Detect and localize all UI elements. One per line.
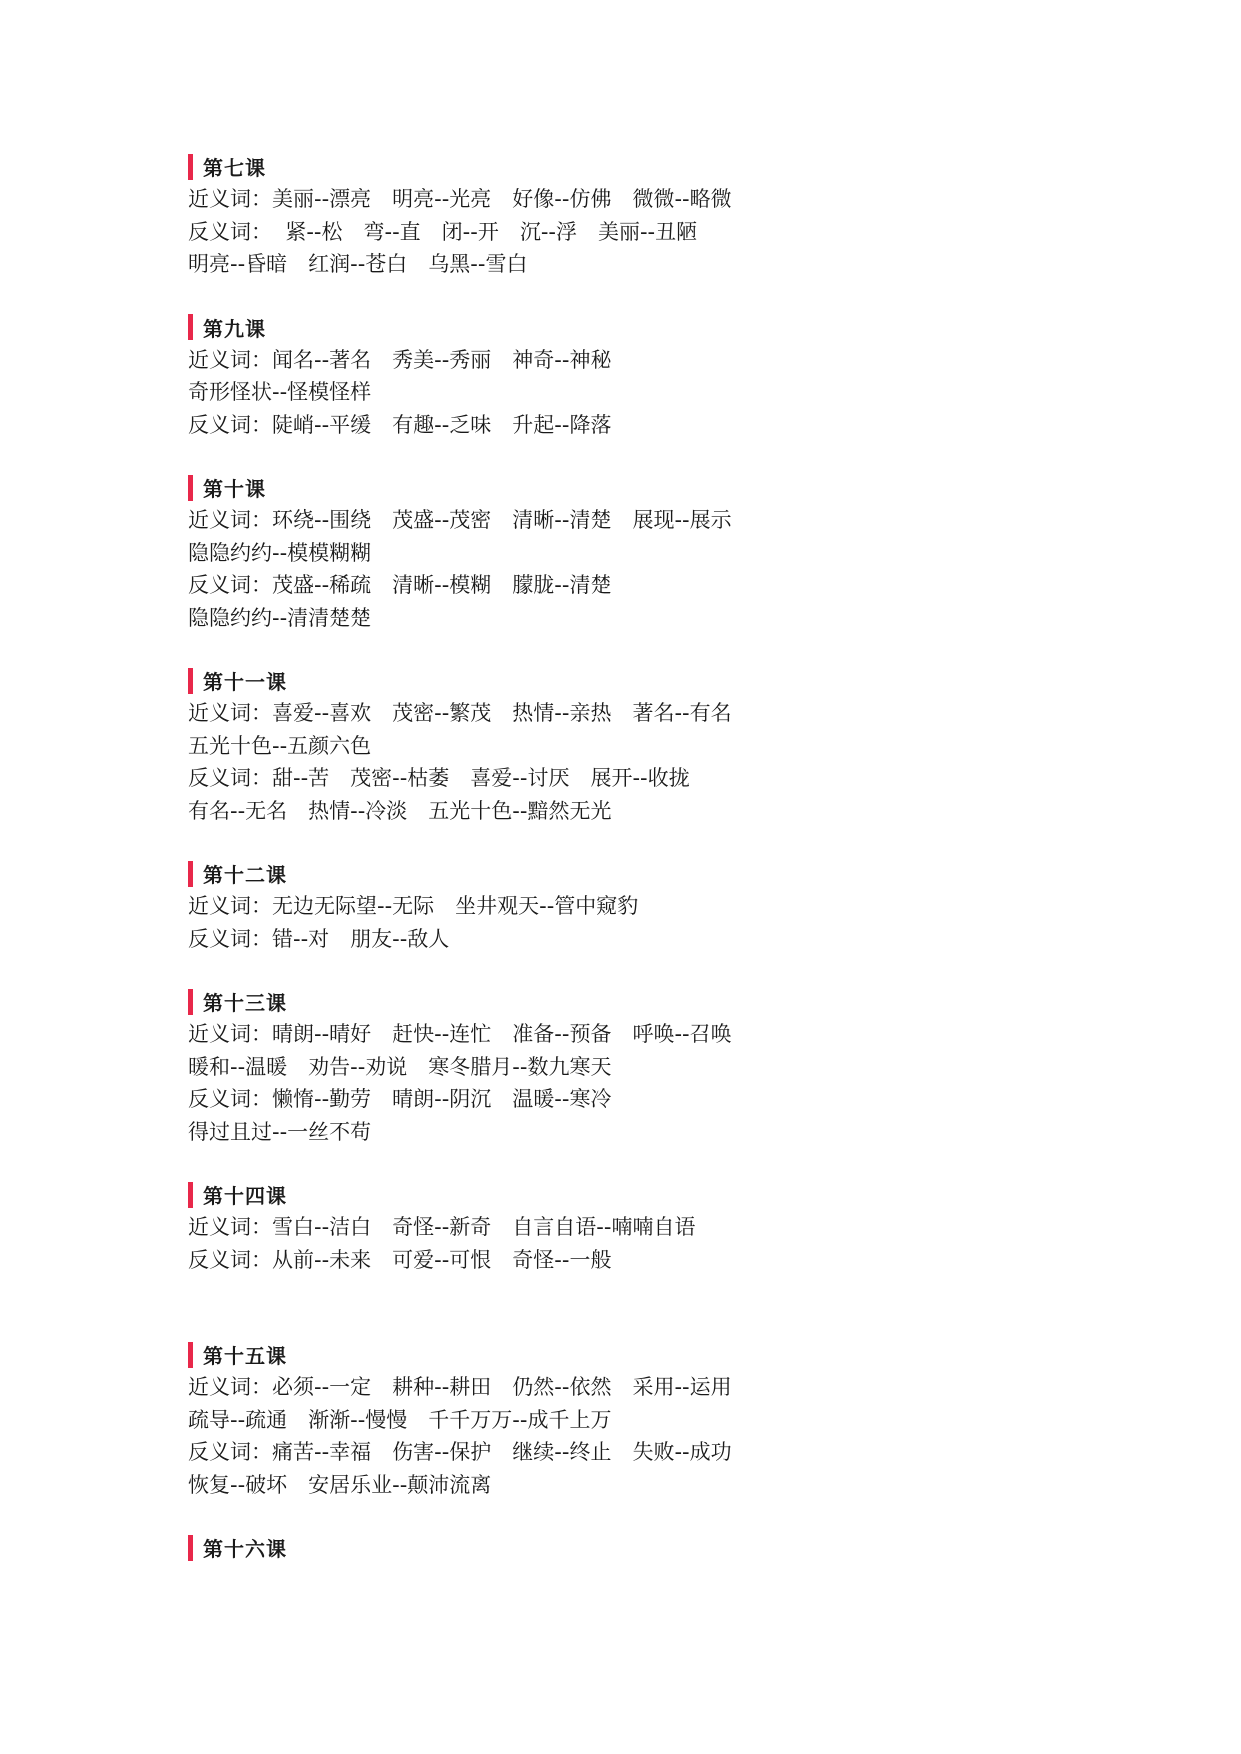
title-accent-bar xyxy=(188,1182,193,1208)
word-pair-line: 隐隐约约--模模糊糊 xyxy=(188,540,372,565)
word-pair-line: 近义词：雪白--洁白 奇怪--新奇 自言自语--喃喃自语 xyxy=(188,1215,696,1239)
lesson-title xyxy=(188,471,1088,504)
lesson-title xyxy=(188,1338,1088,1371)
lesson-title xyxy=(188,985,1088,1018)
word-pair-line: 反义词： 紧--松 弯--直 闭--开 沉--浮 美丽--丑陋 xyxy=(188,219,698,244)
lesson-section xyxy=(188,664,1088,827)
title-accent-bar xyxy=(188,861,193,887)
word-pair-line: 近义词：无边无际望--无际 坐井观天--管中窥豹 xyxy=(188,894,639,918)
lesson-title xyxy=(188,1178,1088,1211)
word-pair-line: 反义词：懒惰--勤劳 晴朗--阴沉 温暖--寒冷 xyxy=(188,1087,612,1111)
title-accent-bar xyxy=(188,475,193,501)
lesson-title xyxy=(188,150,1088,183)
lesson-section xyxy=(188,1178,1088,1276)
word-pair-line: 疏导--疏通 渐渐--慢慢 千千万万--成千上万 xyxy=(188,1407,612,1432)
lesson-section xyxy=(188,150,1088,281)
word-pair-line: 五光十色--五颜六色 xyxy=(188,733,372,758)
lesson-section xyxy=(188,985,1088,1148)
word-pair-line: 有名--无名 热情--冷淡 五光十色--黯然无光 xyxy=(188,798,612,823)
lesson-title-text: 第十三课 xyxy=(203,991,287,1015)
word-pair-line: 反义词：茂盛--稀疏 清晰--模糊 朦胧--清楚 xyxy=(188,573,612,597)
word-pair-line: 近义词：晴朗--晴好 赶快--连忙 准备--预备 呼唤--召唤 xyxy=(188,1022,732,1046)
word-pair-line: 近义词：喜爱--喜欢 茂密--繁茂 热情--亲热 著名--有名 xyxy=(188,701,732,725)
lesson-title-text: 第十二课 xyxy=(203,863,287,887)
lesson-title-text: 第十六课 xyxy=(203,1537,287,1561)
title-accent-bar xyxy=(188,314,193,340)
word-pair-line: 反义词：痛苦--幸福 伤害--保护 继续--终止 失败--成功 xyxy=(188,1440,732,1464)
lesson-title xyxy=(188,664,1088,697)
lesson-title-text: 第七课 xyxy=(203,156,266,180)
title-accent-bar xyxy=(188,154,193,180)
lesson-section xyxy=(188,1531,1088,1564)
lesson-title-text: 第九课 xyxy=(203,316,266,341)
word-pair-line: 反义词：陡峭--平缓 有趣--乏味 升起--降落 xyxy=(188,412,612,437)
lesson-title-text: 第十五课 xyxy=(203,1344,287,1368)
word-pair-line: 暖和--温暖 劝告--劝说 寒冬腊月--数九寒天 xyxy=(188,1054,612,1079)
lesson-title-text: 第十课 xyxy=(203,477,266,501)
word-pair-line: 近义词：闻名--著名 秀美--秀丽 神奇--神秘 xyxy=(188,347,612,372)
word-pair-line: 反义词：甜--苦 茂密--枯萎 喜爱--讨厌 展开--收拢 xyxy=(188,766,690,790)
title-accent-bar xyxy=(188,1342,193,1368)
word-pair-line: 近义词：环绕--围绕 茂盛--茂密 清晰--清楚 展现--展示 xyxy=(188,508,732,532)
lesson-section xyxy=(188,1338,1088,1501)
word-pair-line: 得过且过--一丝不苟 xyxy=(188,1119,372,1144)
word-pair-line: 奇形怪状--怪模怪样 xyxy=(188,380,372,404)
title-accent-bar xyxy=(188,668,193,694)
word-pair-line: 隐隐约约--清清楚楚 xyxy=(188,605,372,630)
lesson-title xyxy=(188,1531,1088,1564)
document-page xyxy=(188,150,1088,1564)
lesson-title-text: 第十一课 xyxy=(203,670,287,694)
word-pair-line: 反义词：从前--未来 可爱--可恨 奇怪--一般 xyxy=(188,1247,612,1272)
word-pair-line: 反义词：错--对 朋友--敌人 xyxy=(188,926,450,951)
title-accent-bar xyxy=(188,1535,193,1561)
lesson-section xyxy=(188,857,1088,955)
lesson-title xyxy=(188,311,1088,344)
lesson-section xyxy=(188,471,1088,634)
lesson-title-text: 第十四课 xyxy=(203,1184,287,1208)
word-pair-line: 恢复--破坏 安居乐业--颠沛流离 xyxy=(188,1472,492,1497)
word-pair-line: 近义词：必须--一定 耕种--耕田 仍然--依然 采用--运用 xyxy=(188,1375,732,1399)
lesson-section xyxy=(188,311,1088,442)
title-accent-bar xyxy=(188,989,193,1015)
word-pair-line: 明亮--昏暗 红润--苍白 乌黑--雪白 xyxy=(188,252,528,276)
word-pair-line: 近义词：美丽--漂亮 明亮--光亮 好像--仿佛 微微--略微 xyxy=(188,187,732,211)
lesson-title xyxy=(188,857,1088,890)
